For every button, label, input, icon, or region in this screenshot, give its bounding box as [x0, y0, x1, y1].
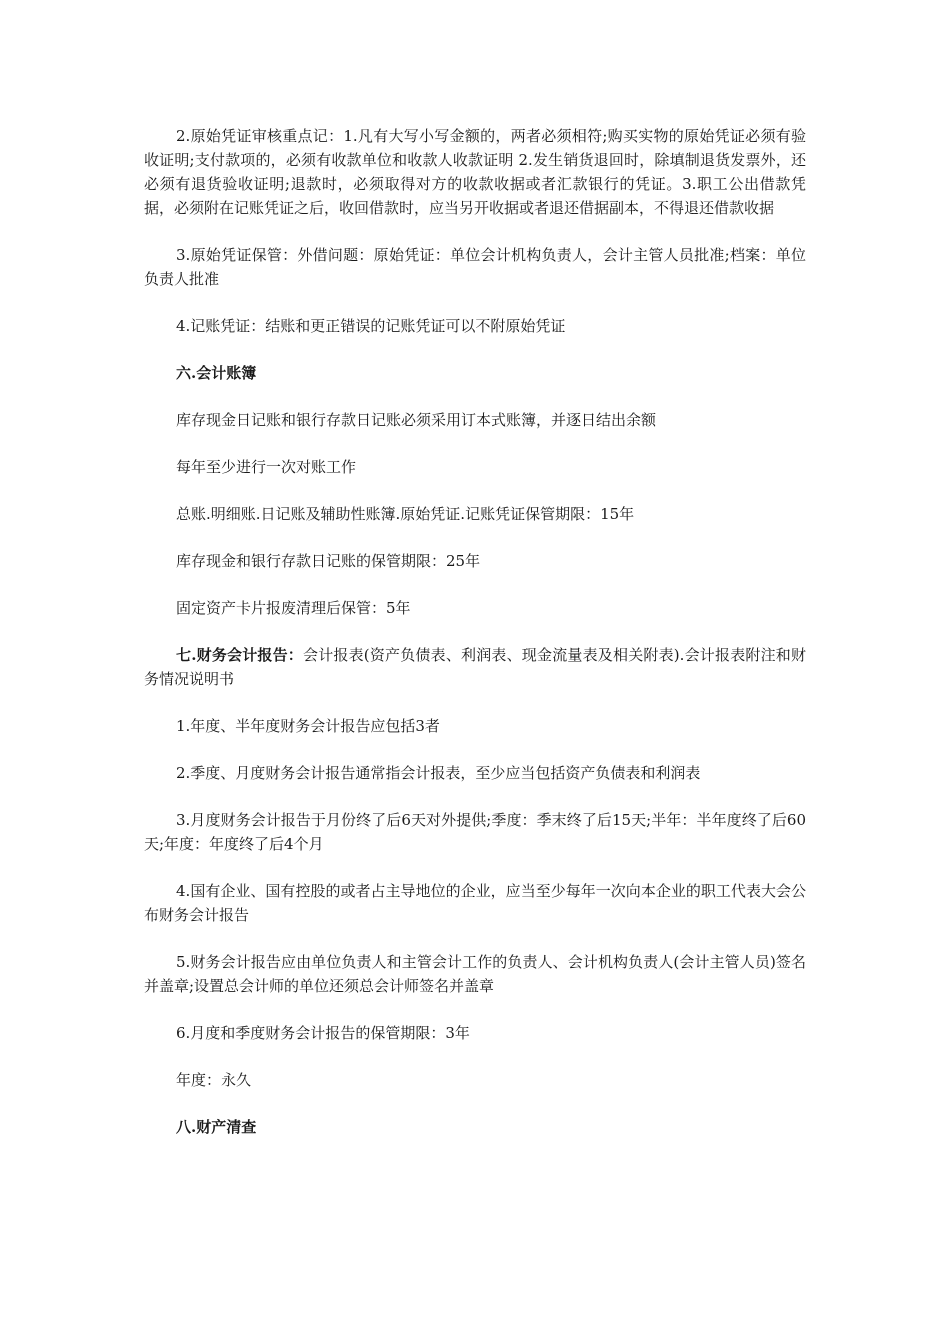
- paragraph-report-retention: 6.月度和季度财务会计报告的保管期限：3年: [176, 1024, 470, 1042]
- paragraph-report-deadlines: 3.月度财务会计报告于月份终了后6天对外提供;季度：季末终了后15天;半年：半年度终了后60天;年度：年度终了后4个月: [144, 811, 806, 853]
- document-page: [144, 124, 806, 1162]
- paragraph-journal-retention: 库存现金和银行存款日记账的保管期限：25年: [176, 552, 481, 570]
- paragraph-state-owned: 4.国有企业、国有控股的或者占主导地位的企业，应当至少每年一次向本企业的职工代表大会公布财务会计报告: [144, 882, 806, 924]
- paragraph-annual-report: 1.年度、半年度财务会计报告应包括3者: [176, 717, 440, 735]
- paragraph-cash-journal: 库存现金日记账和银行存款日记账必须采用订本式账簿，并逐日结出余额: [176, 411, 657, 429]
- section-heading-property-inventory: 八.财产清查: [176, 1118, 257, 1136]
- paragraph-reconciliation: 每年至少进行一次对账工作: [176, 458, 357, 476]
- paragraph-signature: 5.财务会计报告应由单位负责人和主管会计工作的负责人、会计机构负责人(会计主管人员)签名并盖章;设置总会计师的单位还须总会计师签名并盖章: [144, 953, 806, 995]
- financial-report-definition: 会计报表(资产负债表、利润表、现金流量表及相关附表).会计报表附注和财务情况说明书: [144, 646, 806, 688]
- paragraph-fixed-asset-card: 固定资产卡片报废清理后保管：5年: [176, 599, 411, 617]
- paragraph-quarterly-report: 2.季度、月度财务会计报告通常指会计报表，至少应当包括资产负债表和利润表: [176, 764, 701, 782]
- paragraph-annual-retention: 年度：永久: [176, 1071, 252, 1089]
- paragraph-original-voucher-custody: 3.原始凭证保管：外借问题：原始凭证：单位会计机构负责人，会计主管人员批准;档案：单位负责人批准: [144, 246, 806, 288]
- section-heading-financial-report: 七.财务会计报告：: [176, 646, 303, 664]
- section-heading-accounting-books: 六.会计账簿: [176, 364, 257, 382]
- paragraph-ledger-retention: 总账.明细账.日记账及辅助性账簿.原始凭证.记账凭证保管期限：15年: [176, 505, 635, 523]
- paragraph-bookkeeping-voucher: 4.记账凭证：结账和更正错误的记账凭证可以不附原始凭证: [176, 317, 566, 335]
- paragraph-financial-report: [144, 643, 806, 691]
- paragraph-original-voucher-audit: 2.原始凭证审核重点记：1.凡有大写小写金额的，两者必须相符;购买实物的原始凭证必须有验收证明;支付款项的，必须有收款单位和收款人收款证明 2.发生销货退回时，除填制退货发票外，还必须有退货验收证明;退款时，必须取得对方的收款收据或者汇款银行的凭证。3.职工公出借款凭据，必须附在记账凭证之后，收回借款时，应当另开收据或者退还借据副本，不得退还借款收据: [144, 127, 806, 217]
